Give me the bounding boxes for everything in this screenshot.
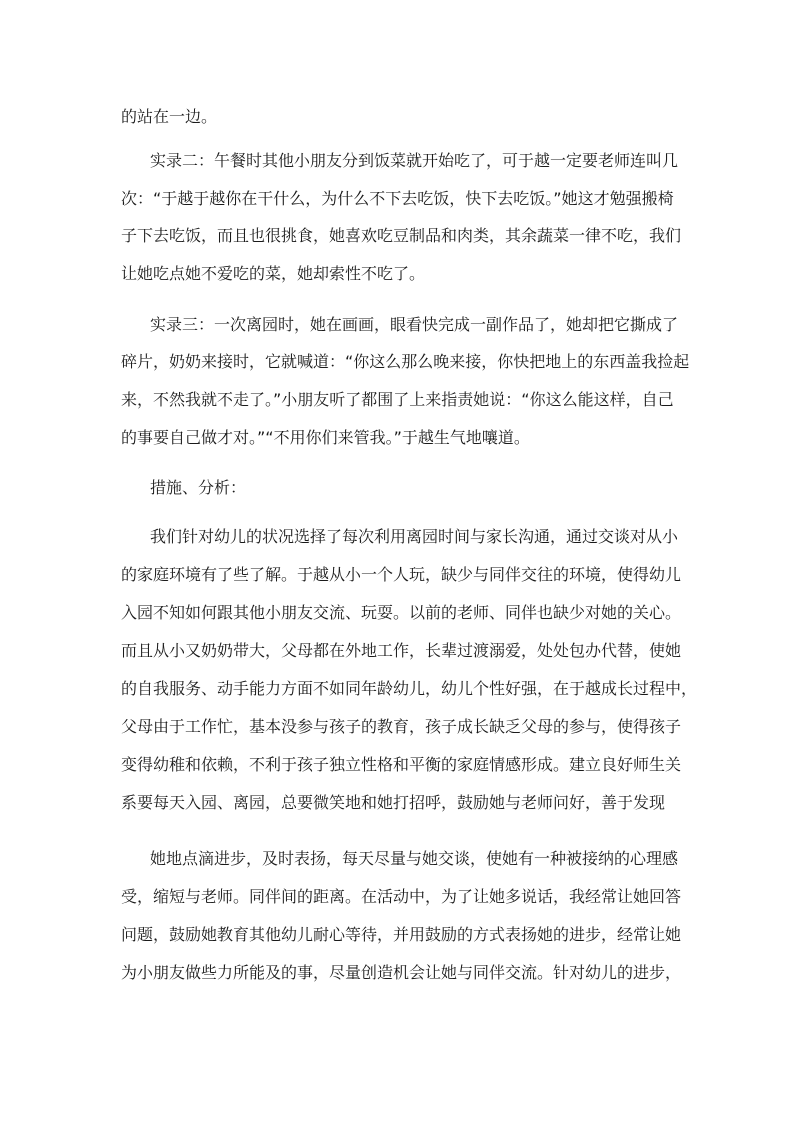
text-line: 为小朋友做些力所能及的事，尽量创造机会让她与同伴交流。针对幼儿的进步， [121, 963, 682, 982]
text-line: 我们针对幼儿的状况选择了每次利用离园时间与家长沟通，通过交谈对从小 [150, 527, 679, 546]
text-line: 实录三：一次离园时，她在画画，眼看快完成一副作品了，她却把它撕成了 [150, 315, 679, 334]
text-line: 的站在一边。 [121, 107, 218, 126]
text-line: 的家庭环境有了些了解。于越从小一个人玩，缺少与同伴交往的环境，使得幼儿 [121, 565, 682, 584]
text-line: 次：“于越于越你在干什么，为什么不下去吃饭，快下去吃饭。”她这才勉强搬椅 [121, 189, 674, 208]
text-line: 让她吃点她不爱吃的菜，她却索性不吃了。 [121, 264, 426, 283]
text-line: 变得幼稚和依赖，不利于孩子独立性格和平衡的家庭情感形成。建立良好师生关 [121, 755, 682, 774]
text-line: 的事要自己做才对。”“不用你们来管我。”于越生气地嚷道。 [121, 428, 530, 447]
text-line: 的自我服务、动手能力方面不如同年龄幼儿，幼儿个性好强，在于越成长过程中， [121, 679, 698, 698]
text-line: 父母由于工作忙，基本没参与孩子的教育，孩子成长缺乏父母的参与，使得孩子 [121, 717, 682, 736]
text-line: 碎片，奶奶来接时，它就喊道：“你这么那么晚来接，你快把地上的东西盖我捡起 [121, 352, 690, 371]
section-heading: 措施、分析： [150, 478, 247, 497]
text-line: 来，不然我就不走了。”小朋友听了都围了上来指责她说：“你这么能这样，自己 [121, 390, 674, 409]
text-line: 而且从小又奶奶带大，父母都在外地工作，长辈过渡溺爱，处处包办代替，使她 [121, 641, 682, 660]
text-line: 问题，鼓励她教育其他幼儿耐心等待，并用鼓励的方式表扬她的进步，经常让她 [121, 925, 682, 944]
text-line: 受，缩短与老师。同伴间的距离。在活动中，为了让她多说话，我经常让她回答 [121, 887, 682, 906]
text-line: 子下去吃饭，而且也很挑食，她喜欢吃豆制品和肉类，其余蔬菜一律不吃，我们 [121, 226, 682, 245]
text-line: 系要每天入园、离园，总要微笑地和她打招呼，鼓励她与老师问好，善于发现 [121, 793, 666, 812]
text-line: 实录二：午餐时其他小朋友分到饭菜就开始吃了，可于越一定要老师连叫几 [150, 151, 679, 170]
text-line: 入园不知如何跟其他小朋友交流、玩耍。以前的老师、同伴也缺少对她的关心。 [121, 603, 682, 622]
text-line: 她地点滴进步，及时表扬，每天尽量与她交谈，使她有一种被接纳的心理感 [150, 849, 679, 868]
